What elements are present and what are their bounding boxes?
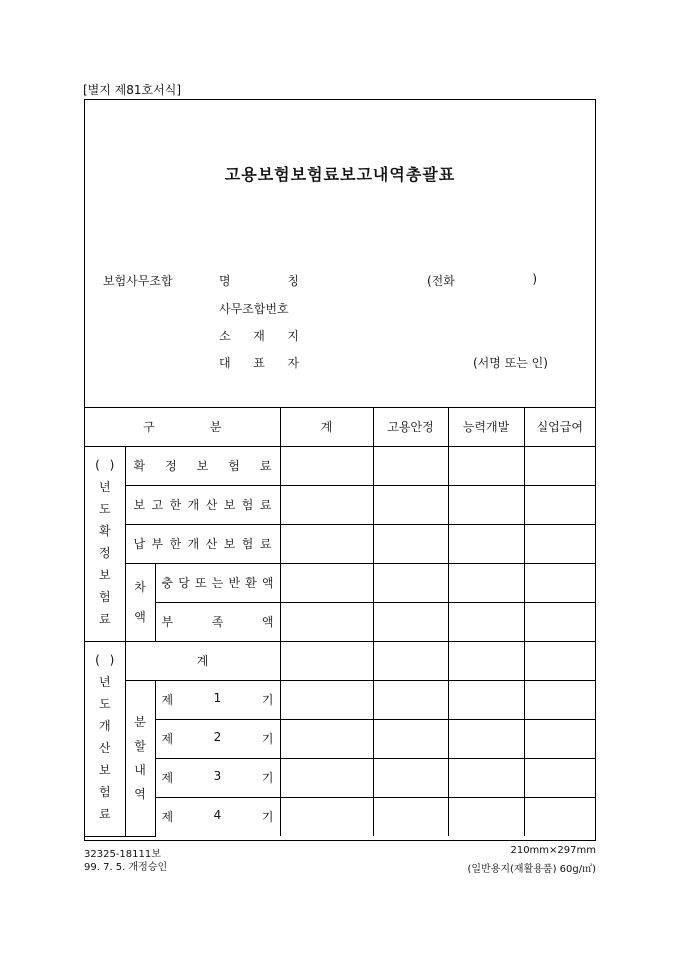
footer-approval: 99. 7. 5. 개정승인	[84, 862, 168, 873]
section2-side	[85, 641, 125, 836]
cell-empty	[280, 719, 373, 758]
section1-year: ( )	[95, 457, 115, 472]
cell-empty	[373, 485, 448, 524]
table-row	[85, 680, 595, 719]
label-char: 는	[211, 576, 224, 590]
label-char: 액	[261, 615, 274, 629]
row-confirmed-premium	[125, 446, 280, 485]
row-shortage	[155, 602, 280, 641]
cell-empty	[448, 446, 524, 485]
office-label: 보험사무조합	[103, 274, 173, 288]
form-frame	[84, 99, 596, 841]
label-char: 분	[209, 419, 222, 434]
label-char: 명	[219, 274, 231, 288]
phone-label	[427, 272, 537, 289]
row-paid-premium	[125, 524, 280, 563]
cell-empty	[524, 641, 595, 680]
col-header-unemployment-benefit: 실업급여	[524, 407, 595, 446]
label-char: 료	[259, 498, 272, 512]
phone-label-text	[427, 272, 537, 289]
label-char: 대	[219, 356, 231, 370]
label-char: 칭	[287, 274, 299, 288]
split-label: 분할내역	[134, 715, 146, 801]
row-period-2: 제 2 기	[155, 719, 280, 758]
label-char: 당	[178, 576, 190, 590]
cell-empty	[524, 758, 595, 797]
label-char: 소	[219, 329, 231, 343]
cell-empty	[524, 563, 595, 602]
label-char: 반	[228, 576, 241, 590]
label-char: 험	[228, 459, 240, 473]
cell-empty	[448, 602, 524, 641]
cell-empty	[448, 641, 524, 680]
cell-empty	[524, 797, 595, 836]
cell-empty	[448, 797, 524, 836]
label-char: 보	[223, 537, 236, 551]
cell-empty	[280, 563, 373, 602]
cell-empty	[448, 563, 524, 602]
label-char: 보	[223, 498, 236, 512]
cell-empty	[524, 602, 595, 641]
table-row	[85, 524, 595, 563]
cell-empty	[280, 446, 373, 485]
label-char: 확	[133, 459, 146, 473]
table-row	[85, 797, 595, 836]
form-number: [별지 제81호서식]	[83, 83, 181, 97]
form-header	[85, 100, 595, 408]
label-char: 개	[187, 498, 200, 512]
label-char: 고	[151, 498, 164, 512]
label-char: 험	[241, 498, 254, 512]
name-label-text	[219, 272, 299, 289]
label-char: 또	[194, 576, 207, 590]
cell-empty	[524, 524, 595, 563]
section2-year: ( )	[95, 652, 115, 667]
label-char: 정	[165, 459, 177, 473]
label-char: 재	[253, 329, 265, 343]
cell-empty	[373, 446, 448, 485]
label-char: 액	[261, 576, 274, 590]
difference-label: 차액	[134, 580, 146, 624]
footer-code: 32325-18111보	[84, 849, 161, 860]
cell-empty	[280, 602, 373, 641]
col-header-skill-development: 능력개발	[448, 407, 524, 446]
cell-empty	[524, 719, 595, 758]
office-number-label: 사무조합번호	[219, 302, 289, 316]
label-char: 부	[151, 537, 164, 551]
representative-label-text	[219, 354, 299, 371]
cell-empty	[373, 758, 448, 797]
signature-label: (서명 또는 인)	[473, 356, 548, 370]
label-char: 구	[143, 419, 155, 434]
form-title: 고용보험보험료보고내역총괄표	[224, 165, 456, 184]
difference-label-cell	[125, 563, 155, 641]
table-row	[85, 485, 595, 524]
label-char: 환	[245, 576, 257, 590]
address-label-text	[219, 327, 299, 344]
cell-empty	[280, 485, 373, 524]
row-period-4: 제 4 기	[155, 797, 280, 836]
section1-side-label: 년도확정보험료	[98, 479, 111, 626]
name-label	[219, 272, 299, 289]
cell-empty	[448, 758, 524, 797]
col-header-total: 계	[280, 407, 373, 446]
representative-label	[219, 354, 299, 371]
cell-empty	[524, 485, 595, 524]
cell-empty	[524, 446, 595, 485]
cell-empty	[448, 524, 524, 563]
label-char: 자	[287, 356, 299, 370]
row-refund	[155, 563, 280, 602]
label-char: 산	[205, 498, 218, 512]
label-char: (전화	[427, 274, 455, 288]
col-header-category	[85, 407, 280, 446]
label-char: 보	[133, 498, 146, 512]
label-char: 충	[161, 576, 174, 590]
label-char: 보	[196, 459, 209, 473]
footer-paper: (일반용지(재활용품) 60g/㎡)	[467, 864, 596, 875]
cell-empty	[373, 797, 448, 836]
section1-side	[85, 446, 125, 641]
footer-size: 210mm×297mm	[510, 845, 596, 856]
label-char: )	[532, 272, 537, 286]
address-label	[219, 327, 299, 344]
cell-empty	[373, 524, 448, 563]
premium-summary-table	[85, 407, 595, 837]
table-row	[85, 446, 595, 485]
cell-empty	[280, 680, 373, 719]
table-row	[85, 641, 595, 680]
label-char: 지	[287, 329, 299, 343]
cell-empty	[373, 641, 448, 680]
label-char: 표	[253, 356, 265, 370]
cell-empty	[280, 641, 373, 680]
cell-empty	[280, 524, 373, 563]
label-char: 개	[187, 537, 200, 551]
row-period-1: 제 1 기	[155, 680, 280, 719]
cell-empty	[373, 602, 448, 641]
section2-side-label: 년도개산보험료	[98, 674, 111, 821]
label-char: 산	[205, 537, 218, 551]
cell-empty	[373, 680, 448, 719]
cell-empty	[280, 758, 373, 797]
table-row	[85, 563, 595, 602]
table-header-row	[85, 407, 595, 446]
cell-empty	[280, 797, 373, 836]
table-row	[85, 602, 595, 641]
label-char: 료	[259, 459, 272, 473]
table-row	[85, 758, 595, 797]
label-char: 한	[169, 498, 182, 512]
col-header-employment-stability: 고용안정	[373, 407, 448, 446]
cell-empty	[524, 680, 595, 719]
row-section2-total: 계	[125, 641, 280, 680]
table-row	[85, 719, 595, 758]
label-char: 한	[169, 537, 182, 551]
cell-empty	[448, 680, 524, 719]
cell-empty	[448, 719, 524, 758]
label-char: 험	[241, 537, 254, 551]
cell-empty	[373, 563, 448, 602]
split-label-cell	[125, 680, 155, 836]
label-char: 납	[133, 537, 146, 551]
cell-empty	[448, 485, 524, 524]
label-char: 부	[161, 615, 174, 629]
label-char: 족	[211, 615, 224, 629]
row-period-3: 제 3 기	[155, 758, 280, 797]
cell-empty	[373, 719, 448, 758]
label-char: 료	[259, 537, 272, 551]
row-reported-premium	[125, 485, 280, 524]
